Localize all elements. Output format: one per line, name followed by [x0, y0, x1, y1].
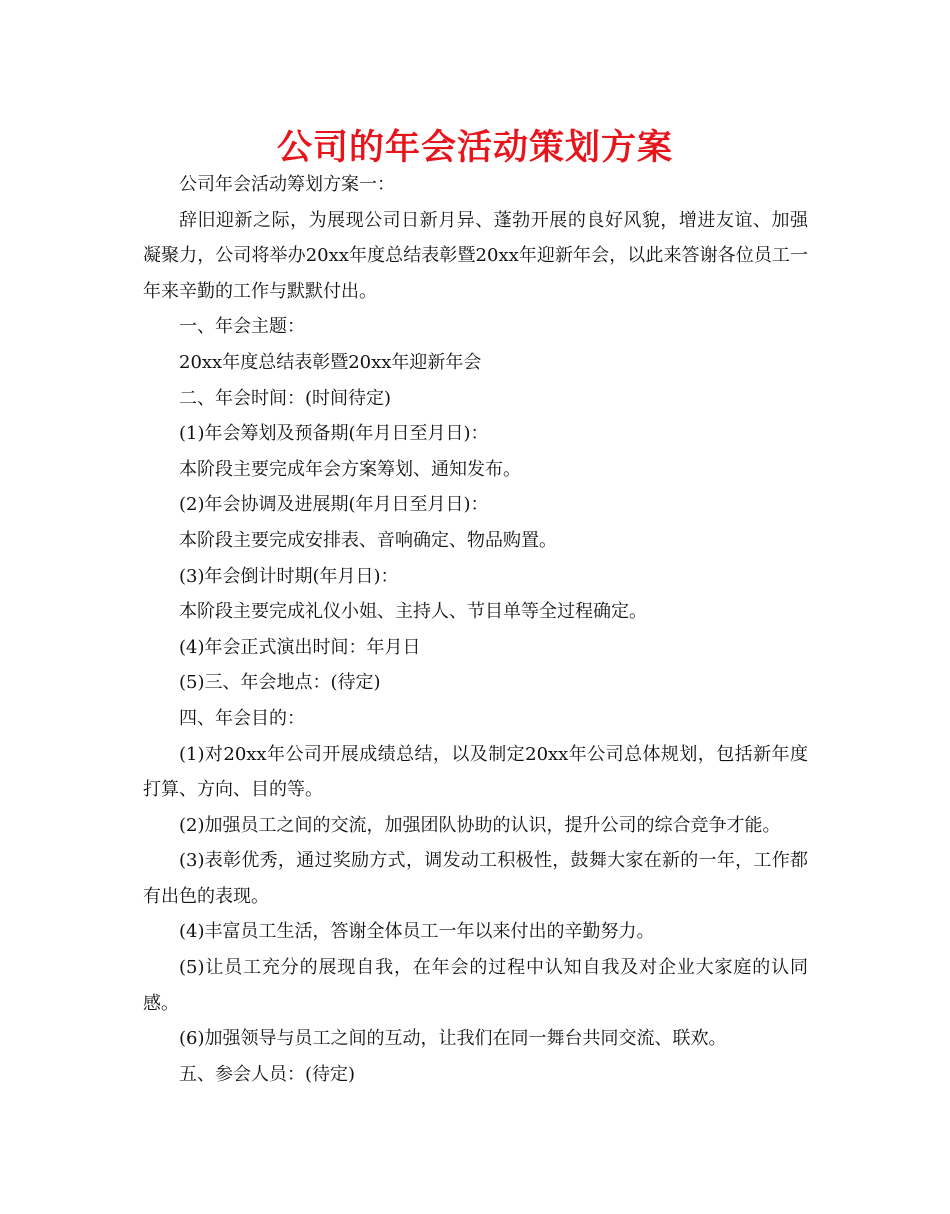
document-title: 公司的年会活动策划方案	[276, 128, 673, 168]
paragraph: (5)让员工充分的展现自我，在年会的过程中认知自我及对企业大家庭的认同感。	[143, 957, 808, 1014]
paragraph: 本阶段主要完成年会方案筹划、通知发布。	[179, 458, 521, 480]
paragraph: (4)丰富员工生活，答谢全体员工一年以来付出的辛勤努力。	[179, 921, 655, 943]
paragraph: (3)表彰优秀，通过奖励方式，调发动工积极性，鼓舞大家在新的一年，工作都有出色的表现。	[143, 850, 808, 907]
paragraph: 四、年会目的：	[179, 707, 305, 729]
paragraph: (1)对20xx年公司开展成绩总结，以及制定20xx年公司总体规划，包括新年度打算、方向、目的等。	[143, 743, 808, 801]
paragraph: 本阶段主要完成礼仪小姐、主持人、节目单等全过程确定。	[179, 601, 647, 623]
paragraph: 二、年会时间：(时间待定)	[179, 387, 392, 409]
paragraph: (4)年会正式演出时间：年月日	[179, 636, 421, 658]
document-body	[143, 167, 808, 1092]
paragraph: 一、年会主题：	[179, 316, 305, 338]
paragraph: 公司年会活动筹划方案一：	[179, 174, 395, 195]
paragraph: 本阶段主要完成安排表、音响确定、物品购置。	[179, 529, 557, 551]
paragraph: (3)年会倒计时期(年月日)：	[179, 565, 399, 587]
paragraph: 辞旧迎新之际，为展现公司日新月异、蓬勃开展的良好风貌，增进友谊、加强凝聚力，公司将举办20xx年度总结表彰暨20xx年迎新年会，以此来答谢各位员工一年来辛勤的工作与默默付出。	[143, 209, 808, 302]
paragraph: (6)加强领导与员工之间的互动，让我们在同一舞台共同交流、联欢。	[179, 1028, 727, 1050]
paragraph: (1)年会筹划及预备期(年月日至月日)：	[179, 423, 489, 445]
paragraph: (2)加强员工之间的交流，加强团队协助的认识，提升公司的综合竞争才能。	[179, 814, 781, 836]
paragraph: 20xx年度总结表彰暨20xx年迎新年会	[179, 351, 482, 373]
paragraph: 五、参会人员：(待定)	[179, 1063, 356, 1085]
paragraph: (5)三、年会地点：(待定)	[179, 672, 381, 694]
paragraph: (2)年会协调及进展期(年月日至月日)：	[179, 494, 489, 516]
